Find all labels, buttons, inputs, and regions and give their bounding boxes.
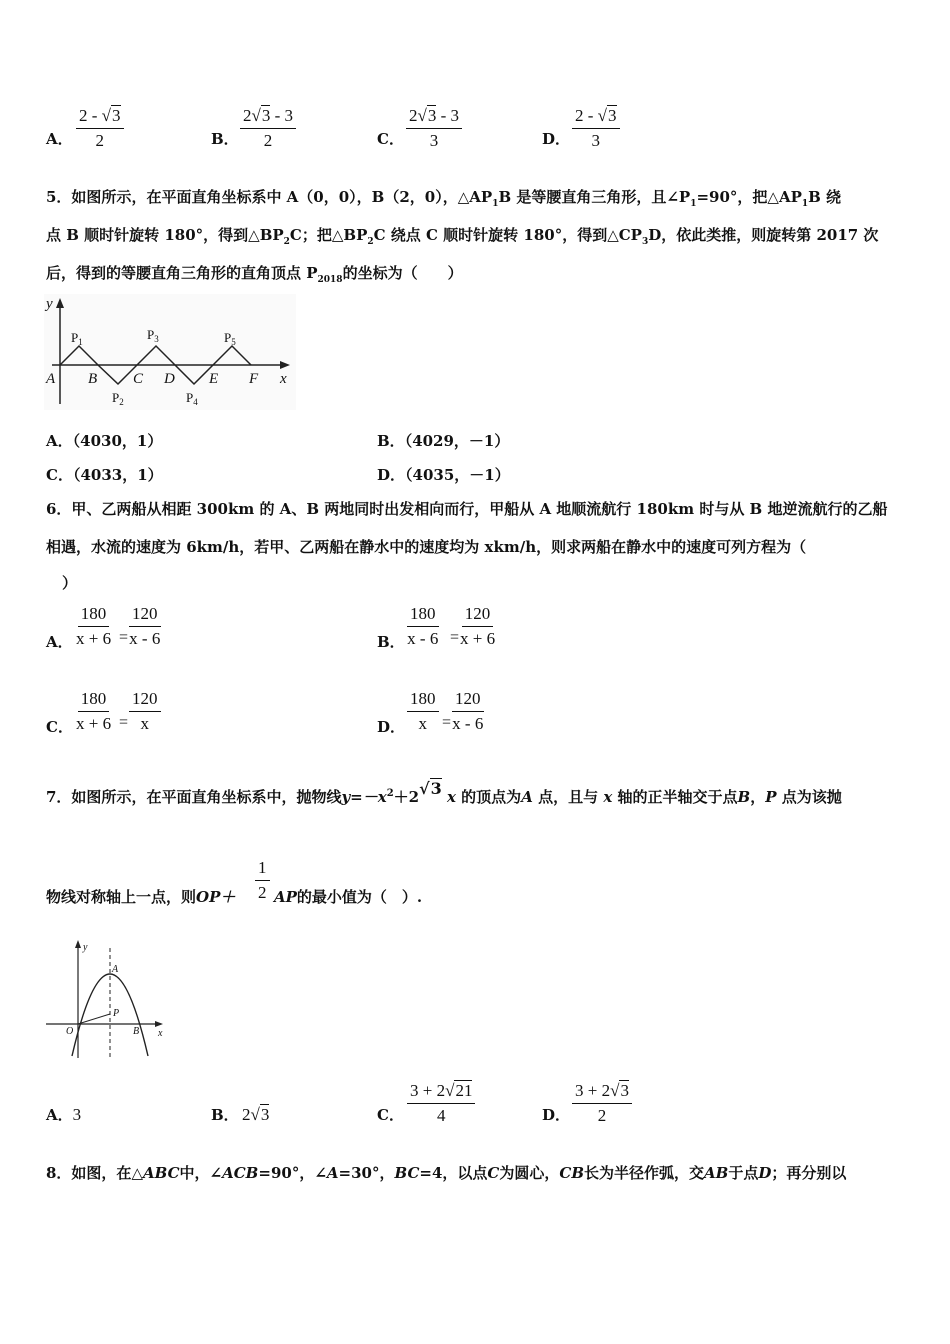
q6-option-d-frac-right: $\frac{120}{x - 6}$ xyxy=(452,689,484,733)
q4-option-d-label[interactable]: D． xyxy=(542,130,571,148)
q7-label-b: B xyxy=(133,1026,140,1037)
q7-option-a[interactable]: A．3 xyxy=(46,1105,82,1124)
q7-half-fraction: $\frac{1}{2}$ xyxy=(255,858,270,903)
q4-option-d-fraction: $\frac{2 - √3}{3}$ xyxy=(572,106,620,151)
q5-point-f: F xyxy=(249,371,259,387)
q4-option-a-fraction: $\frac{2 - √3}{2}$ xyxy=(76,106,124,151)
q6-text-line-2: 相遇，水流的速度为 6km/h，若甲、乙两船在静水中的速度均为 xkm/h，则求两船在静水中的速度可列方程为（ xyxy=(46,538,807,556)
q6-text-line-1: 6．甲、乙两船从相距 300km 的 A、B 两地同时出发相向而行，甲船从 A 地顺流航行 180km 时与从 B 地逆流航行的乙船 xyxy=(46,500,888,518)
q7-option-d-fraction: $\frac{3 + 2√3}{2}$ xyxy=(572,1081,632,1126)
q7-option-c-fraction: $\frac{3 + 2√21}{4}$ xyxy=(407,1081,475,1126)
q5-point-e: E xyxy=(209,371,219,387)
q6-option-a-label[interactable]: A． xyxy=(46,633,73,651)
q7-x-arrow xyxy=(155,1021,163,1027)
q7-text-line-1: 7．如图所示，在平面直角坐标系中，抛物线$y=-x^2+2√3$ x 的顶点为A 点，且与 x 轴的正半轴交于点B，P 点为该抛 xyxy=(46,779,842,806)
q5-text-line-3: 后，得到的等腰直角三角形的直角顶点 $P_{2018}$的坐标为（ ） xyxy=(46,264,463,285)
q6-option-a-frac-left: $\frac{180}{x + 6}$ xyxy=(76,604,112,648)
q7-text-line-2-tail: AP的最小值为（ ）. xyxy=(274,888,423,906)
q5-peak-p1: $P_1$ xyxy=(71,330,83,347)
q6-option-c-label[interactable]: C． xyxy=(46,718,73,736)
q4-option-b-label[interactable]: B． xyxy=(211,130,239,148)
q5-peak-p3: $P_3$ xyxy=(147,327,159,344)
q5-valley-p2: $P_2$ xyxy=(112,390,124,407)
q5-option-b[interactable]: B．（4029，－1） xyxy=(377,432,510,450)
q5-text-line-2: 点 B 顺时针旋转 180°，得到$\triangle BP_2C$；把$\triangle BP_2C$ 绕点 C 顺时针旋转 180°，得到$\triangle CP_3D$，依此类推，则旋转第 2017 次 xyxy=(46,226,879,247)
q4-option-a-label[interactable]: A． xyxy=(46,130,73,148)
q5-axis-y-label: y xyxy=(46,296,53,312)
q7-option-c-label[interactable]: C． xyxy=(377,1106,404,1124)
q7-option-b-label[interactable]: B． xyxy=(211,1106,239,1124)
q4-option-b-fraction: $\frac{2√3 - 3}{2}$ xyxy=(240,106,296,151)
q6-option-b-equals: = xyxy=(450,629,460,646)
q6-option-c-equals: = xyxy=(119,714,129,731)
q5-option-a[interactable]: A．（4030，1） xyxy=(46,432,163,450)
q5-option-d[interactable]: D．（4035，－1） xyxy=(377,466,510,484)
q6-option-b-frac-left: $\frac{180}{x - 6}$ xyxy=(407,604,439,648)
q6-option-d-frac-left: $\frac{180}{x}$ xyxy=(407,689,439,734)
q6-option-b-frac-right: $\frac{120}{x + 6}$ xyxy=(460,604,496,648)
q6-option-d-equals: = xyxy=(442,714,452,731)
q7-label-p: P xyxy=(113,1008,120,1019)
q5-point-d: D xyxy=(164,371,175,387)
q6-option-c-frac-right: $\frac{120}{x}$ xyxy=(129,689,161,734)
q5-peak-p5: $P_5$ xyxy=(224,330,236,347)
q7-label-y: y xyxy=(83,942,88,953)
q7-label-x: x xyxy=(158,1028,163,1039)
q6-text-line-3: ） xyxy=(62,574,78,592)
q6-option-b-label[interactable]: B． xyxy=(377,633,405,651)
q7-label-o: O xyxy=(66,1026,74,1037)
q5-point-c: C xyxy=(133,371,144,387)
q6-option-a-equals: = xyxy=(119,629,129,646)
q7-option-b-value: 2√3 xyxy=(242,1105,270,1124)
q5-axis-x-label: x xyxy=(280,371,287,387)
q7-text-line-2: 物线对称轴上一点，则OP＋ xyxy=(46,888,236,906)
q5-text-line-1: 5．如图所示，在平面直角坐标系中 A（0，0），B（2，0），$\triangle AP_1B$ 是等腰直角三角形，且$\angle P_1=90^\circ$，把$\triangle AP_1B$ 绕 xyxy=(46,188,842,209)
q4-option-c-fraction: $\frac{2√3 - 3}{3}$ xyxy=(406,106,462,151)
q7-label-a: A xyxy=(112,964,119,975)
q4-option-c-label[interactable]: C． xyxy=(377,130,404,148)
q5-valley-p4: $P_4$ xyxy=(186,390,198,407)
q6-option-d-label[interactable]: D． xyxy=(377,718,406,736)
q5-option-c[interactable]: C．（4033，1） xyxy=(46,466,163,484)
q7-option-d-label[interactable]: D． xyxy=(542,1106,571,1124)
q7-parabola-figure xyxy=(42,938,172,1064)
q6-option-c-frac-left: $\frac{180}{x + 6}$ xyxy=(76,689,112,733)
q5-zigzag-figure xyxy=(44,294,296,410)
q5-point-a: A xyxy=(46,371,56,387)
q8-text-line-1: 8．如图，在△ABC中，∠ACB=90°，∠A=30°，BC=4，以点C为圆心，CB长为半径作弧，交AB于点D；再分别以 xyxy=(46,1164,847,1182)
q7-y-arrow xyxy=(75,940,81,948)
q6-option-a-frac-right: $\frac{120}{x - 6}$ xyxy=(129,604,161,648)
q5-point-b: B xyxy=(88,371,98,387)
